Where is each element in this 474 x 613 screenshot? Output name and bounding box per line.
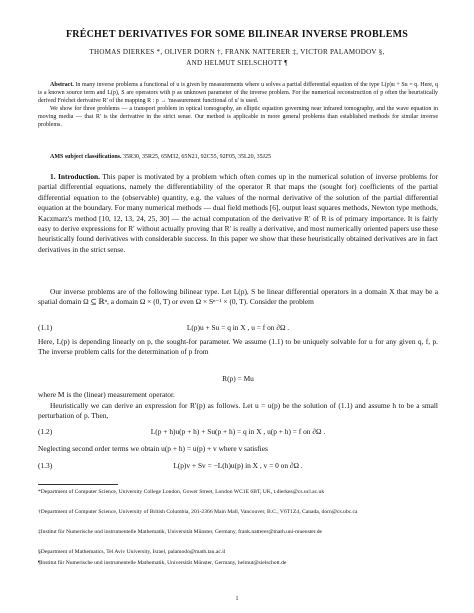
abstract-text-2: We show for three problems — a transport problem in optical tomography, an elliptic equation governing near infrared tomography, and the wave equation in moving media — that R′ is the derivative in the strict sense. Our method is applicable in more general problems than established methods for similar inverse problems. <box>38 106 438 128</box>
equation-1-2-number: (1.2) <box>38 427 53 436</box>
ams-label: AMS subject classifications. <box>50 154 122 160</box>
abstract <box>38 81 438 129</box>
footnote-5: ¶Institut für Numerische und instrumentelle Mathematik, Universität Münster, Germany, helmut@sielschott.de <box>38 560 287 566</box>
authors-line-1: THOMAS DIERKES *, OLIVER DORN †, FRANK NATTERER ‡, VICTOR PALAMODOV §, <box>89 48 385 56</box>
page-number: 1 <box>235 596 239 602</box>
equation-1-1-number: (1.1) <box>38 323 53 332</box>
equation-measurement <box>38 374 438 385</box>
equation-1-3-number: (1.3) <box>38 461 53 470</box>
intro-paragraph-6: Neglecting second order terms we obtain u(p + h) = u(p) + v where v satisfies <box>38 444 268 453</box>
footnote-1: *Department of Computer Science, University College London, Gower Street, London WC1E 6BT, UK, t.dierkes@cs.ucl.ac.uk <box>38 489 325 495</box>
authors-line-2: AND HELMUT SIELSCHOTT ¶ <box>186 59 288 67</box>
equation-1-3-expression: L(p)v + Sv = −L(h)u(p) in X , v = 0 on ∂Ω . <box>173 461 303 470</box>
equation-1-1-expression: L(p)u + Su = q in X , u = f on ∂Ω . <box>186 323 290 332</box>
abstract-text-1: In many inverse problems a functional of u is given by measurements where u solves a partial differential equation of the type L(p)u + Su = q. Here, q is a known source term and L(p), S are operators with p as unknown parameter of the inverse problem. For the numerical reconstruction of p often the heuristically derived Fréchet derivative R′ of the mapping R : p → 'measurement functional of u' is used. <box>38 82 438 104</box>
paper-title: FRÉCHET DERIVATIVES FOR SOME BILINEAR INVERSE PROBLEMS <box>66 29 408 40</box>
footnote-2: †Department of Computer Science, University of British Columbia, 201-2366 Main Mall, Vancouver, B.C., V6T1Z4, Canada, dorn@cs.ubc.ca <box>38 509 358 515</box>
abstract-label: Abstract. <box>50 82 74 88</box>
intro-paragraph-4: where M is the (linear) measurement operator. <box>38 390 175 399</box>
intro-paragraph-5: Heuristically we can derive an expression for R′(p) as follows. Let u = u(p) be the solution of (1.1) and assume h to be a small perturbation of p. Then, <box>38 401 438 421</box>
footnote-4: §Department of Mathematics, Tel Aviv University, Israel, palamodo@math.tau.ac.il <box>38 549 226 555</box>
equation-1-2-expression: L(p + h)u(p + h) + Su(p + h) = q in X , u(p + h) = f on ∂Ω . <box>150 427 326 436</box>
section-heading: 1. Introduction. <box>50 172 101 181</box>
ams-classifications <box>38 153 438 161</box>
intro-paragraph-2: Our inverse problems are of the following bilinear type. Let L(p), S be linear differential operators in a domain X that may be a spatial domain Ω ⊆ ℝⁿ, a domain Ω × (0, T) or even Ω × Sⁿ⁻¹ × (0, T). Consider the problem <box>38 287 438 307</box>
intro-p1-text: This paper is motivated by a problem which often comes up in the numerical solution of inverse problems for partial differential equations, namely the differentiability of the operator R that maps the (sought for) coefficients of the partial differential equation to the (observable) quantity, e.g. the values of the normal derivative of the solution of the partial differential equation at the boundary. For many numerical methods — dual field methods [6], output least squares methods, Newton type methods, Kaczmarz's method [10, 12, 13, 24, 25, 30] — the actual computation of the derivative R′ of R is of primary importance. It is fairly easy to derive expressions for R′ without actually proving that R′ is really a derivative, and most numerically oriented papers use these heuristically found derivatives with considerable success. In this paper we show that these heuristically obtained derivatives are in fact derivatives in the strict sense. <box>38 172 439 254</box>
equation-1-2 <box>38 427 438 438</box>
intro-paragraph-1 <box>38 172 438 255</box>
equation-1-3 <box>38 461 438 472</box>
footnote-rule <box>38 484 118 485</box>
ams-codes: 35R30, 35R25, 65M32, 65N21, 92C55, 92F05, 35L20, 35J25 <box>121 154 272 160</box>
equation-measurement-expression: R(p) = Mu <box>222 374 254 383</box>
equation-1-1 <box>38 323 438 334</box>
footnote-3: ‡Institut für Numerische und instrumentelle Mathematik, Universität Münster, Germany, frank.natterer@math.uni-muenster.de <box>38 529 323 535</box>
intro-paragraph-3: Here, L(p) is depending linearly on p, the sought-for parameter. We assume (1.1) to be uniquely solvable for u for any given q, f, p. The inverse problem calls for the determination of p from <box>38 337 438 357</box>
